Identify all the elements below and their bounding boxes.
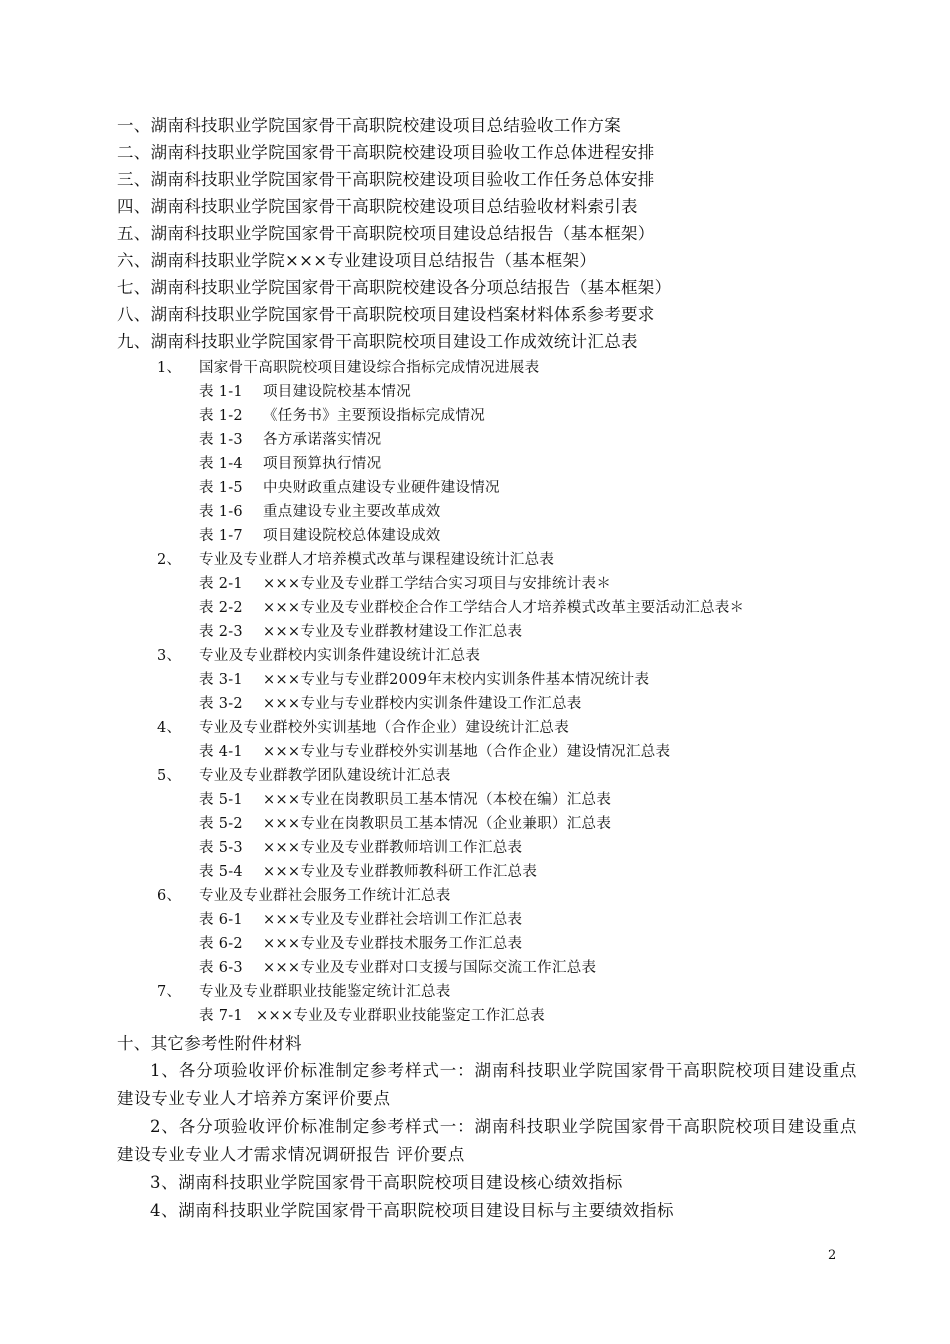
table-title: ×××专业及专业群教材建设工作汇总表 (263, 624, 523, 640)
table-title: ×××专业及专业群教师培训工作汇总表 (263, 840, 523, 856)
top-level-list (117, 112, 877, 355)
group-6-title: 专业及专业群社会服务工作统计汇总表 (199, 888, 451, 904)
top-item-6: 六、湖南科技职业学院×××专业建设项目总结报告（基本框架） (117, 251, 597, 270)
table-label: 表 5-3 (199, 840, 243, 856)
top-item-3: 三、湖南科技职业学院国家骨干高职院校建设项目验收工作任务总体安排 (117, 170, 655, 189)
table-title: ×××专业及专业群教师教科研工作汇总表 (263, 864, 538, 880)
table-label: 表 1-2 (199, 408, 243, 424)
table-title: 中央财政重点建设专业硬件建设情况 (263, 480, 500, 496)
table-label: 表 2-2 (199, 600, 243, 616)
group-2-title: 专业及专业群人才培养模式改革与课程建设统计汇总表 (199, 552, 555, 568)
section-10-paragraph-1: 1、各分项验收评价标准制定参考样式一：湖南科技职业学院国家骨干高职院校项目建设重点建设专业专业人才培养方案评价要点 (117, 1061, 857, 1108)
table-title: ×××专业与专业群校内实训条件建设工作汇总表 (263, 696, 582, 712)
table-title: 各方承诺落实情况 (263, 432, 382, 448)
group-5-title: 专业及专业群教学团队建设统计汇总表 (199, 768, 451, 784)
top-item-5: 五、湖南科技职业学院国家骨干高职院校项目建设总结报告（基本框架） (117, 224, 655, 243)
group-2-number: 2、 (157, 552, 182, 568)
table-title: ×××专业及专业群工学结合实习项目与安排统计表＊ (263, 576, 612, 592)
group-7-title: 专业及专业群职业技能鉴定统计汇总表 (199, 984, 451, 1000)
table-title: ×××专业及专业群技术服务工作汇总表 (263, 936, 523, 952)
table-label: 表 1-4 (199, 456, 243, 472)
section-10-paragraph-2: 2、各分项验收评价标准制定参考样式一：湖南科技职业学院国家骨干高职院校项目建设重点建设专业专业人才需求情况调研报告 评价要点 (117, 1117, 857, 1164)
top-item-8: 八、湖南科技职业学院国家骨干高职院校项目建设档案材料体系参考要求 (117, 305, 655, 324)
page-number: 2 (828, 1248, 837, 1263)
group-7-number: 7、 (157, 984, 182, 1000)
table-label: 表 5-2 (199, 816, 243, 832)
table-title: ×××专业及专业群职业技能鉴定工作汇总表 (256, 1008, 545, 1024)
table-title: ×××专业及专业群对口支援与国际交流工作汇总表 (263, 960, 597, 976)
table-label: 表 1-5 (199, 480, 243, 496)
table-label: 表 3-2 (199, 696, 243, 712)
table-label: 表 1-7 (199, 528, 243, 544)
table-label: 表 1-3 (199, 432, 243, 448)
table-title: ×××专业与专业群2009年末校内实训条件基本情况统计表 (263, 672, 650, 688)
table-title: ×××专业在岗教职员工基本情况（企业兼职）汇总表 (263, 816, 612, 832)
group-5-number: 5、 (157, 768, 182, 784)
group-6-number: 6、 (157, 888, 182, 904)
section-10 (117, 1030, 857, 1225)
group-3-title: 专业及专业群校内实训条件建设统计汇总表 (199, 648, 481, 664)
table-label: 表 7-1 (199, 1008, 243, 1024)
group-3-number: 3、 (157, 648, 182, 664)
table-label: 表 2-3 (199, 624, 243, 640)
table-title: ×××专业在岗教职员工基本情况（本校在编）汇总表 (263, 792, 612, 808)
table-label: 表 3-1 (199, 672, 243, 688)
table-label: 表 6-2 (199, 936, 243, 952)
table-title: ×××专业及专业群校企合作工学结合人才培养模式改革主要活动汇总表＊ (263, 600, 745, 616)
section-10-paragraph-3: 3、湖南科技职业学院国家骨干高职院校项目建设核心绩效指标 (150, 1173, 623, 1192)
table-title: 《任务书》主要预设指标完成情况 (263, 408, 485, 424)
table-label: 表 6-3 (199, 960, 243, 976)
group-1-title: 国家骨干高职院校项目建设综合指标完成情况进展表 (199, 360, 540, 376)
table-title: 项目建设院校总体建设成效 (263, 528, 441, 544)
table-title: 重点建设专业主要改革成效 (263, 504, 441, 520)
group-1-number: 1、 (157, 360, 182, 376)
table-label: 表 5-1 (199, 792, 243, 808)
section-10-paragraph-4: 4、湖南科技职业学院国家骨干高职院校项目建设目标与主要绩效指标 (150, 1201, 675, 1220)
table-label: 表 6-1 (199, 912, 243, 928)
top-item-4: 四、湖南科技职业学院国家骨干高职院校建设项目总结验收材料索引表 (117, 197, 638, 216)
table-label: 表 5-4 (199, 864, 243, 880)
section-10-title: 十、其它参考性附件材料 (117, 1034, 302, 1053)
top-item-9: 九、湖南科技职业学院国家骨干高职院校项目建设工作成效统计汇总表 (117, 332, 638, 351)
group-4-number: 4、 (157, 720, 182, 736)
table-title: ×××专业及专业群社会培训工作汇总表 (263, 912, 523, 928)
top-item-1: 一、湖南科技职业学院国家骨干高职院校建设项目总结验收工作方案 (117, 116, 621, 135)
table-label: 表 1-1 (199, 384, 243, 400)
table-label: 表 2-1 (199, 576, 243, 592)
table-title: 项目建设院校基本情况 (263, 384, 411, 400)
top-item-2: 二、湖南科技职业学院国家骨干高职院校建设项目验收工作总体进程安排 (117, 143, 655, 162)
group-4-title: 专业及专业群校外实训基地（合作企业）建设统计汇总表 (199, 720, 569, 736)
table-label: 表 1-6 (199, 504, 243, 520)
table-title: 项目预算执行情况 (263, 456, 382, 472)
table-title: ×××专业与专业群校外实训基地（合作企业）建设情况汇总表 (263, 744, 671, 760)
top-item-7: 七、湖南科技职业学院国家骨干高职院校建设各分项总结报告（基本框架） (117, 278, 672, 297)
table-label: 表 4-1 (199, 744, 243, 760)
